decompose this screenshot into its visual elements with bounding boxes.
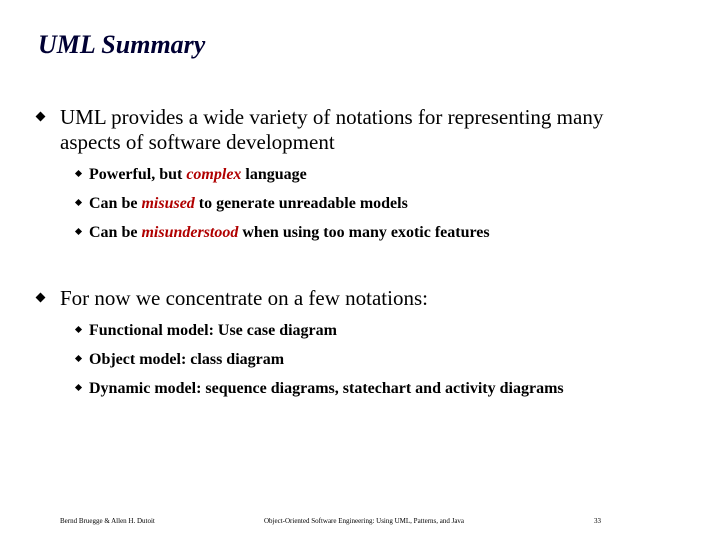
sub-bullet-text: Functional model: Use case diagram (89, 322, 337, 339)
sub-bullet-text: Can be (89, 195, 142, 212)
slide-title: UML Summary (38, 30, 206, 59)
sub-bullet-item (36, 222, 656, 243)
sub-bullet-item (36, 320, 656, 341)
footer-authors: Bernd Bruegge & Allen H. Dutoit (60, 517, 155, 525)
sub-bullet-item (36, 193, 656, 214)
small-diamond-bullet-icon (75, 170, 82, 177)
sub-bullet-item (36, 378, 656, 399)
footer-page-number: 33 (594, 517, 601, 525)
small-diamond-bullet-icon (75, 199, 82, 206)
highlight-text: misunderstood (141, 224, 239, 241)
sub-bullet-text: when using too many exotic features (238, 224, 490, 241)
sub-bullet-text: Powerful, but (89, 166, 187, 183)
bullet-text: For now we concentrate on a few notations: (60, 286, 428, 310)
small-diamond-bullet-icon (75, 228, 82, 235)
small-diamond-bullet-icon (75, 384, 82, 391)
bullet-text: UML provides a wide variety of notations for representing many aspects of software development (60, 105, 604, 154)
footer-book-title: Object-Oriented Software Engineering: Using UML, Patterns, and Java (264, 517, 465, 525)
sub-bullet-text: Object model: class diagram (89, 351, 285, 368)
bullet-block-2 (36, 286, 656, 407)
sub-bullet-list (36, 164, 656, 243)
bullet-block-1 (36, 105, 656, 251)
bullet-item (36, 286, 656, 311)
highlight-text: complex (186, 166, 242, 183)
diamond-bullet-icon (36, 293, 46, 303)
highlight-text: misused (141, 195, 195, 212)
sub-bullet-text: Dynamic model: sequence diagrams, statechart and activity diagrams (89, 380, 564, 397)
diamond-bullet-icon (36, 112, 46, 122)
sub-bullet-item (36, 349, 656, 370)
sub-bullet-text: language (241, 166, 307, 183)
small-diamond-bullet-icon (75, 326, 82, 333)
sub-bullet-text: Can be (89, 224, 142, 241)
bullet-item (36, 105, 656, 155)
sub-bullet-list (36, 320, 656, 399)
sub-bullet-item (36, 164, 656, 185)
sub-bullet-text: to generate unreadable models (194, 195, 408, 212)
small-diamond-bullet-icon (75, 355, 82, 362)
